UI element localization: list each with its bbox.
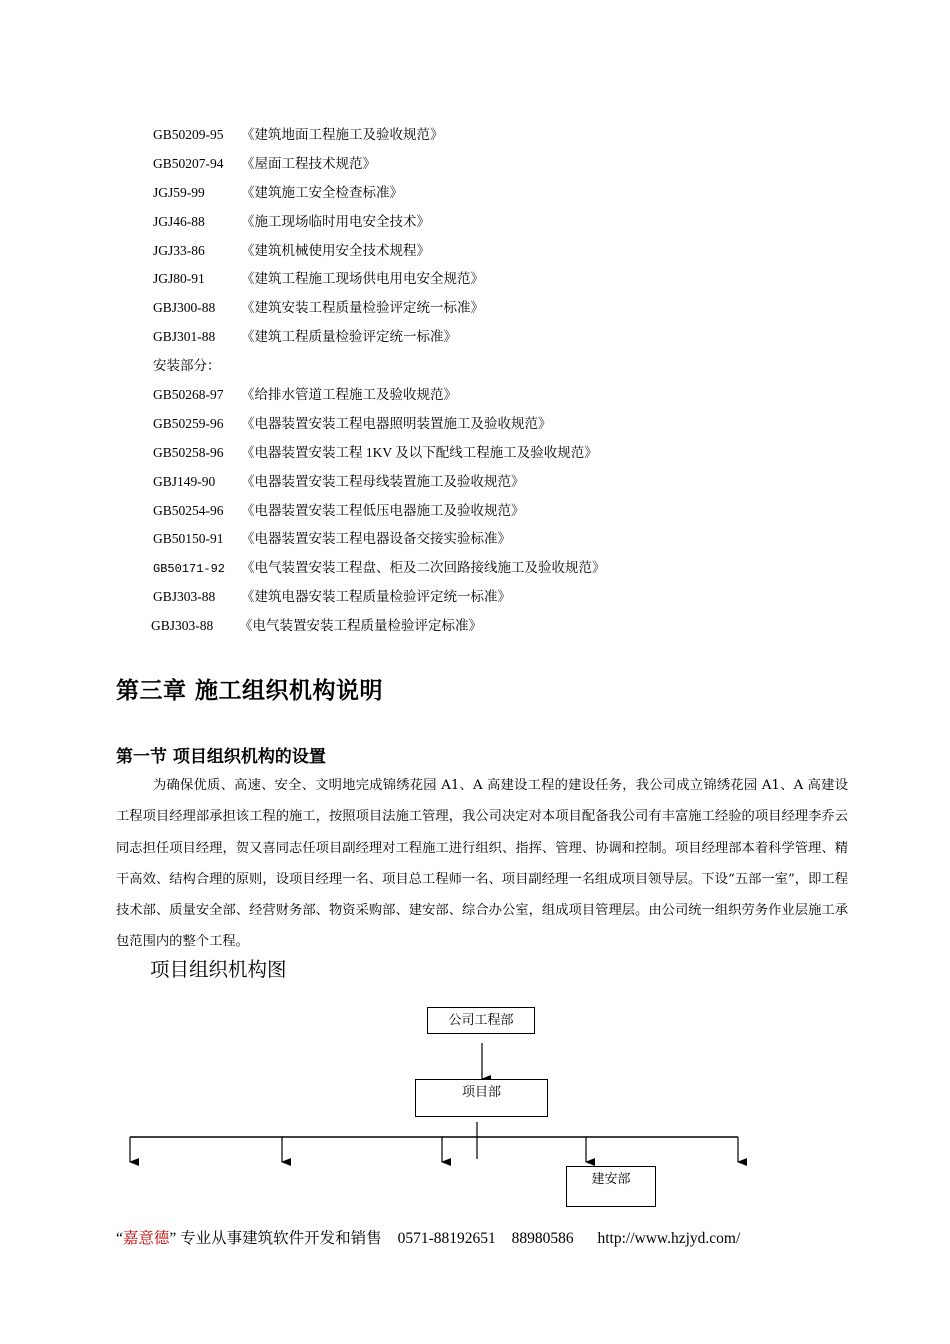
standard-code: GB50150-91 <box>153 531 224 547</box>
standard-code: GBJ303-88 <box>151 618 214 634</box>
standard-title: 《建筑工程施工现场供电用电安全规范》 <box>241 271 484 287</box>
standard-title: 《屋面工程技术规范》 <box>241 155 376 171</box>
standard-code: GB50268-97 <box>153 387 224 403</box>
footer-brand: 嘉意德 <box>122 1230 170 1247</box>
standard-title: 《电器装置安装工程低压电器施工及验收规范》 <box>241 502 525 518</box>
page-footer <box>116 1226 740 1248</box>
standard-title: 《建筑机械使用安全技术规程》 <box>241 242 430 258</box>
standard-code: GBJ301-88 <box>153 329 216 345</box>
standard-title: 《施工现场临时用电安全技术》 <box>241 213 430 229</box>
footer-quote-close: ” <box>169 1230 177 1247</box>
standard-code: GBJ149-90 <box>153 473 216 489</box>
org-chart-caption: 项目组织机构图 <box>150 958 287 981</box>
standard-title: 《电器装置安装工程母线装置施工及验收规范》 <box>241 473 525 489</box>
standard-code: JGJ46-88 <box>153 213 205 229</box>
subheading-text: 安装部分： <box>153 358 221 374</box>
standard-code: GB50171-92 <box>153 562 226 577</box>
standard-title: 《电气装置安装工程质量检验评定标准》 <box>239 618 482 634</box>
standard-code: JGJ59-99 <box>153 184 205 200</box>
standard-code: JGJ33-86 <box>153 242 205 258</box>
project-dept-box: 项目部 <box>415 1079 548 1117</box>
footer-url[interactable]: http://www.hzjyd.com/ <box>597 1230 741 1247</box>
standard-title: 《电器装置安装工程 1KV 及以下配线工程施工及验收规范》 <box>241 444 598 460</box>
section-title: 第一节 项目组织机构的设置 <box>116 747 326 767</box>
standard-title: 《建筑工程质量检验评定统一标准》 <box>241 329 457 345</box>
construction-installation-dept-box: 建安部 <box>566 1166 656 1207</box>
standard-title: 《电器装置安装工程电器设备交接实验标准》 <box>241 531 511 547</box>
standard-title: 《建筑地面工程施工及验收规范》 <box>241 127 444 142</box>
body-paragraph: 为确保优质、高速、安全、文明地完成锦绣花园 A1、A 高建设工程的建设任务，我公司成立锦绣花园 A1、A 高建设工程项目经理部承担该工程的施工，按照项目法施工管理，我公司决定对本项目配备我公司有丰富施工经验的项目经理李乔云同志担任项目经理，贺又喜同志任项目副经理对工程施工进行组织、指挥、管理、协调和控制。项目经理部本着科学管理、精干高效、结构合理的原则，设项目经理一名、项目总工程师一名、项目副经理一名组成项目领导层。下设“五部一室”，即工程技术部、质量安全部、经营财务部、物资采购部、建安部、综合办公室，组成项目管理层。由公司统一组织劳务作业层施工承包范围内的整个工程。 <box>116 778 848 950</box>
footer-phone-1: 0571-88192651 <box>397 1230 496 1247</box>
standard-title: 《建筑施工安全检查标准》 <box>241 184 403 200</box>
standard-code: GB50254-96 <box>153 502 224 518</box>
standard-code: GB50259-96 <box>153 415 224 431</box>
standard-title: 《建筑电器安装工程质量检验评定统一标准》 <box>241 589 511 605</box>
chapter-title: 第三章 施工组织机构说明 <box>116 678 384 704</box>
standard-code: GBJ300-88 <box>153 300 216 316</box>
footer-slogan: 专业从事建筑软件开发和销售 <box>180 1230 382 1247</box>
standard-code: GBJ303-88 <box>153 589 216 605</box>
standard-title: 《建筑安装工程质量检验评定统一标准》 <box>241 300 484 316</box>
standard-title: 《电器装置安装工程电器照明装置施工及验收规范》 <box>241 415 552 431</box>
footer-quote-open: “ <box>116 1230 123 1247</box>
standard-title: 《给排水管道工程施工及验收规范》 <box>241 387 457 403</box>
company-engineering-dept-box: 公司工程部 <box>427 1007 535 1034</box>
footer-phone-2: 88980586 <box>511 1230 574 1247</box>
standard-code: JGJ80-91 <box>153 271 205 287</box>
standard-code: GB50207-94 <box>153 155 224 171</box>
standard-code: GB50258-96 <box>153 444 224 460</box>
standard-title: 《电气装置安装工程盘、柜及二次回路接线施工及验收规范》 <box>241 560 606 576</box>
standard-code: GB50209-95 <box>153 127 224 142</box>
